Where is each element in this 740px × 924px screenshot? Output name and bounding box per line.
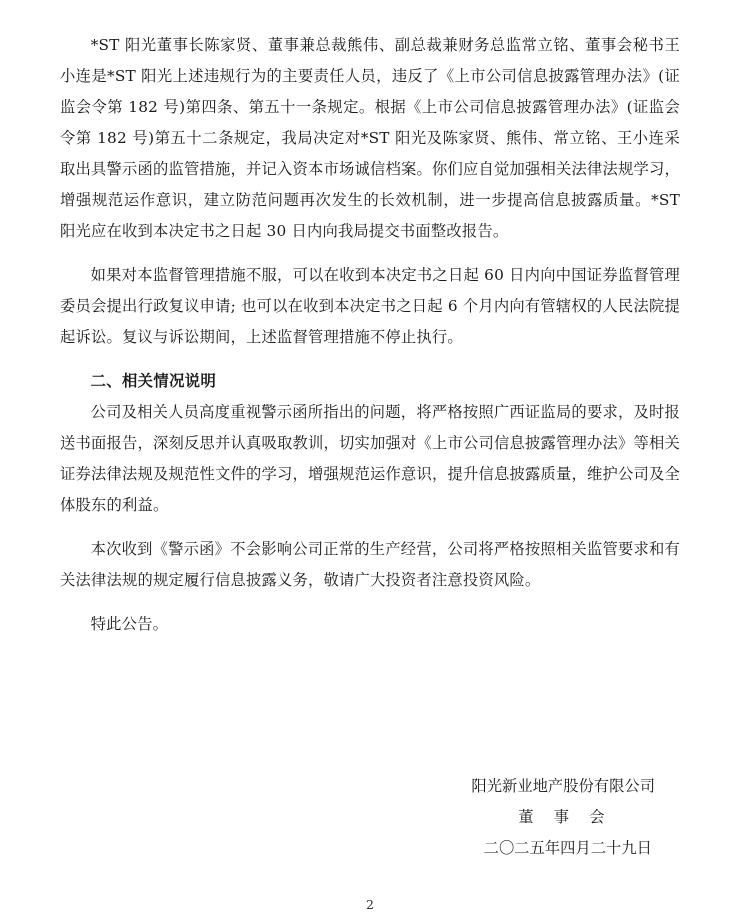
paragraph-company-response: 公司及相关人员高度重视警示函所指出的问题，将严格按照广西证监局的要求，及时报送书面报告，深刻反思并认真吸取教训，切实加强对《上市公司信息披露管理办法》等相关证券法律法规及规范性文件的学习，增强规范运作意识，提升信息披露质量，维护公司及全体股东的利益。	[60, 403, 680, 514]
section-heading-related-situation: 二、相关情况说明	[90, 372, 217, 390]
page-number: 2	[366, 897, 374, 912]
paragraph-appeal-rights: 如果对本监督管理措施不服，可以在收到本决定书之日起 60 日内向中国证券监督管理委员会提出行政复议申请; 也可以在收到本决定书之日起 6 个月内向有管辖权的人民法院提起诉讼。复议与诉讼期间，上述监督管理措施不停止执行。	[60, 266, 680, 346]
paragraph-violation-responsibility: *ST 阳光董事长陈家贤、董事兼总裁熊伟、副总裁兼财务总监常立铭、董事会秘书王小连是*ST 阳光上述违规行为的主要责任人员，违反了《上市公司信息披露管理办法》(证监会令第 182 号)第四条、第五十一条规定。根据《上市公司信息披露管理办法》(证监会令第 182 号)第五十二条规定，我局决定对*ST 阳光及陈家贤、熊伟、常立铭、王小连采取出具警示函的监管措施，并记入资本市场诚信档案。你们应自觉加强相关法律法规学习，增强规范运作意识，建立防范问题再次发生的长效机制，进一步提高信息披露质量。*ST 阳光应在收到本决定书之日起 30 日内向我局提交书面整改报告。	[60, 36, 680, 240]
signature-block	[471, 771, 655, 864]
signature-board-of-directors: 董 事 会	[518, 808, 613, 826]
document-body	[60, 30, 680, 640]
paragraph-announcement-closing: 特此公告。	[90, 615, 169, 633]
paragraph-no-impact: 本次收到《警示函》不会影响公司正常的生产经营，公司将严格按照相关监管要求和有关法律法规的规定履行信息披露义务，敬请广大投资者注意投资风险。	[60, 540, 680, 589]
signature-date: 二〇二五年四月二十九日	[483, 839, 652, 857]
signature-company-name: 阳光新业地产股份有限公司	[471, 777, 655, 795]
